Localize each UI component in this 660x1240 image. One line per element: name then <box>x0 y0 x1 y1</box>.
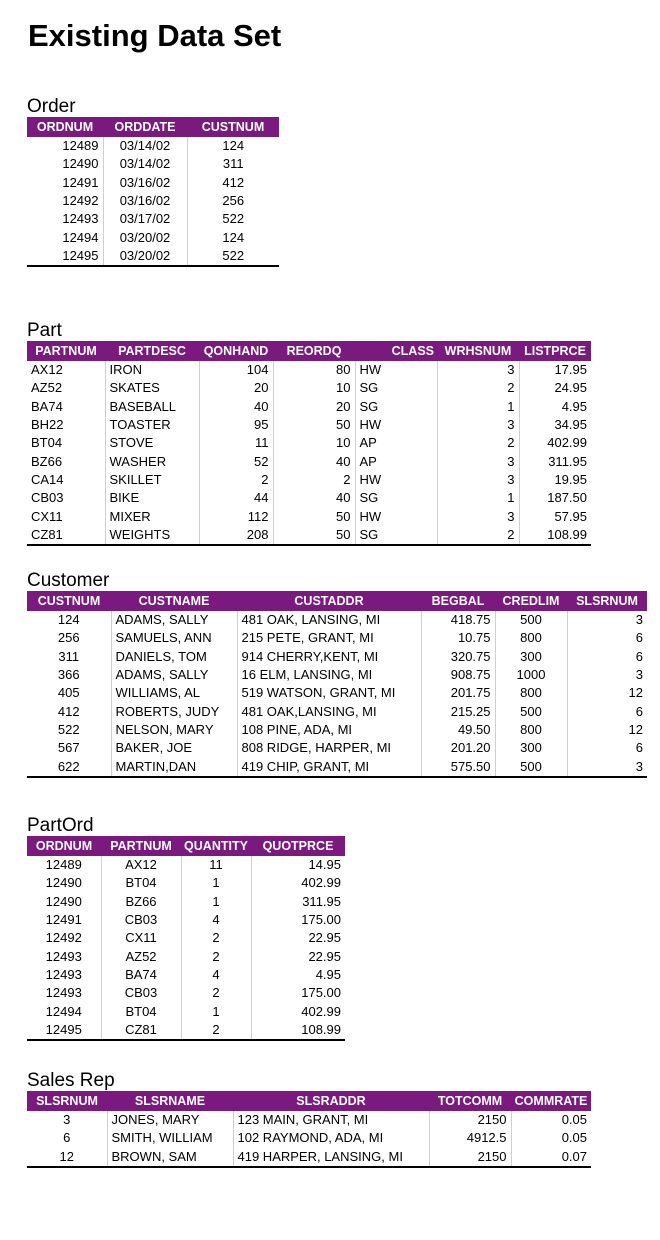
order-cell: 522 <box>187 247 279 266</box>
part-column-header: REORDQ <box>273 341 355 361</box>
customer-cell: 481 OAK, LANSING, MI <box>237 611 421 629</box>
customer-cell: 366 <box>57 667 80 683</box>
order-cell: 522 <box>187 210 279 228</box>
partord-cell: 402.99 <box>251 1002 345 1020</box>
partord-cell: BA74 <box>101 966 181 984</box>
partord-cell: 1 <box>181 874 251 892</box>
order-cell: 12494 <box>62 229 99 245</box>
partord-cell: 311.95 <box>251 893 345 911</box>
order-cell: 12493 <box>62 211 99 227</box>
customer-cell: 575.50 <box>421 757 495 776</box>
part-cell: 50 <box>273 526 355 545</box>
part-cell: 40 <box>199 398 273 416</box>
part-cell: 4.95 <box>519 398 591 416</box>
part-cell: 20 <box>273 398 355 416</box>
order-table-row <box>27 192 279 210</box>
part-column-header: CLASS <box>355 341 437 361</box>
salesrep-cell: 12 <box>27 1148 107 1167</box>
partord-cell: AZ52 <box>101 947 181 965</box>
customer-cell: 800 <box>495 629 567 647</box>
part-cell: SKILLET <box>105 471 199 489</box>
partord-table-row <box>27 1002 345 1020</box>
salesrep-cell: 2150 <box>429 1111 511 1129</box>
salesrep-column-header: SLSRNUM <box>27 1091 107 1111</box>
order-cell: 03/20/02 <box>103 228 187 246</box>
part-cell: 311.95 <box>519 452 591 470</box>
part-table-row <box>27 434 591 452</box>
part-cell: SG <box>355 489 437 507</box>
salesrep-cell: SMITH, WILLIAM <box>107 1129 233 1147</box>
part-cell: CZ81 <box>27 526 105 545</box>
customer-cell: 300 <box>495 648 567 666</box>
order-cell: 12495 <box>27 247 103 266</box>
salesrep-cell: 0.07 <box>511 1148 591 1167</box>
customer-cell: 16 ELM, LANSING, MI <box>237 666 421 684</box>
salesrep-table <box>27 1091 591 1168</box>
part-cell: 2 <box>437 434 519 452</box>
part-cell: 3 <box>437 471 519 489</box>
order-table-row <box>27 210 279 228</box>
order-cell: 124 <box>187 228 279 246</box>
customer-table-row <box>27 629 647 647</box>
part-cell: AZ52 <box>31 380 63 396</box>
partord-cell: 108.99 <box>251 1021 345 1040</box>
part-table-row <box>27 489 591 507</box>
order-cell: 124 <box>187 137 279 155</box>
part-cell: BA74 <box>31 398 63 414</box>
partord-table-row <box>27 929 345 947</box>
part-column-header: WRHSNUM <box>437 341 519 361</box>
part-cell: BH22 <box>31 417 64 433</box>
customer-column-header: CUSTADDR <box>237 591 421 611</box>
order-table-row <box>27 174 279 192</box>
part-cell: CA14 <box>31 471 64 487</box>
part-table-row <box>27 471 591 489</box>
salesrep-cell: 0.05 <box>511 1129 591 1147</box>
customer-cell: 914 CHERRY,KENT, MI <box>237 648 421 666</box>
order-table-row <box>27 137 279 155</box>
partord-cell: 12491 <box>45 912 82 928</box>
part-cell: 2 <box>437 379 519 397</box>
partord-table-row <box>27 911 345 929</box>
customer-cell: 419 CHIP, GRANT, MI <box>237 757 421 776</box>
part-cell: 187.50 <box>519 489 591 507</box>
part-cell: 3 <box>437 452 519 470</box>
customer-cell: 500 <box>495 702 567 720</box>
partord-cell: CZ81 <box>101 1021 181 1040</box>
customer-cell: 108 PINE, ADA, MI <box>237 721 421 739</box>
partord-cell: 4 <box>181 911 251 929</box>
customer-cell: SAMUELS, ANN <box>111 629 237 647</box>
part-cell: 112 <box>199 507 273 525</box>
page-title: Existing Data Set <box>28 18 282 53</box>
part-cell: AX12 <box>31 362 63 378</box>
customer-cell: 418.75 <box>421 611 495 629</box>
salesrep-table-row <box>27 1148 591 1167</box>
customer-cell: 201.75 <box>421 684 495 702</box>
partord-table <box>27 836 345 1041</box>
partord-cell: 12490 <box>45 893 82 909</box>
customer-table-row <box>27 702 647 720</box>
part-cell: 3 <box>437 507 519 525</box>
part-cell: HW <box>355 361 437 379</box>
customer-cell: 12 <box>567 721 647 739</box>
part-cell: 1 <box>437 398 519 416</box>
partord-table-row <box>27 856 345 874</box>
customer-cell: 908.75 <box>421 666 495 684</box>
partord-column-header: QUANTITY <box>181 836 251 856</box>
customer-cell: 808 RIDGE, HARPER, MI <box>237 739 421 757</box>
order-cell: 03/17/02 <box>103 210 187 228</box>
customer-cell: 500 <box>495 757 567 776</box>
order-cell: 03/16/02 <box>103 174 187 192</box>
part-table-row <box>27 452 591 470</box>
customer-cell: 481 OAK,LANSING, MI <box>237 702 421 720</box>
customer-cell: 522 <box>57 721 80 737</box>
order-cell: 311 <box>187 155 279 173</box>
customer-cell: 567 <box>57 740 80 756</box>
salesrep-table-row <box>27 1129 591 1147</box>
part-cell: 52 <box>199 452 273 470</box>
salesrep-header-row <box>27 1091 591 1111</box>
part-cell: STOVE <box>105 434 199 452</box>
order-cell: 03/14/02 <box>103 137 187 155</box>
part-cell: 2 <box>437 526 519 545</box>
partord-cell: 22.95 <box>251 947 345 965</box>
part-table-row <box>27 398 591 416</box>
partord-table-row <box>27 966 345 984</box>
partord-cell: 4 <box>181 966 251 984</box>
customer-cell: MARTIN,DAN <box>111 757 237 776</box>
partord-cell: 12492 <box>45 930 82 946</box>
customer-table-row <box>27 684 647 702</box>
partord-cell: 22.95 <box>251 929 345 947</box>
partord-column-header: QUOTPRCE <box>251 836 345 856</box>
partord-table-row <box>27 874 345 892</box>
order-column-header: ORDDATE <box>103 117 187 137</box>
customer-cell: 311 <box>58 648 80 664</box>
customer-cell: 405 <box>57 685 80 701</box>
part-column-header: QONHAND <box>199 341 273 361</box>
salesrep-cell: 6 <box>63 1130 71 1146</box>
customer-column-header: CREDLIM <box>495 591 567 611</box>
salesrep-column-header: TOTCOMM <box>429 1091 511 1111</box>
part-cell: MIXER <box>105 507 199 525</box>
part-cell: AP <box>355 434 437 452</box>
partord-cell: 175.00 <box>251 984 345 1002</box>
part-cell: 104 <box>199 361 273 379</box>
salesrep-cell: 123 MAIN, GRANT, MI <box>233 1111 429 1129</box>
part-header-row <box>27 341 591 361</box>
part-cell: 34.95 <box>519 416 591 434</box>
part-cell: BIKE <box>105 489 199 507</box>
partord-cell: 14.95 <box>251 856 345 874</box>
customer-cell: 3 <box>567 611 647 629</box>
part-cell: 50 <box>273 416 355 434</box>
customer-section <box>27 570 647 778</box>
order-cell: 12489 <box>62 138 99 154</box>
salesrep-column-header: SLSRNAME <box>107 1091 233 1111</box>
part-cell: TOASTER <box>105 416 199 434</box>
customer-cell: 12 <box>567 684 647 702</box>
customer-table-row <box>27 666 647 684</box>
customer-header-row <box>27 591 647 611</box>
customer-cell: 201.20 <box>421 739 495 757</box>
customer-cell: NELSON, MARY <box>111 721 237 739</box>
salesrep-section <box>27 1070 591 1168</box>
customer-cell: 215.25 <box>421 702 495 720</box>
part-cell: 108.99 <box>519 526 591 545</box>
partord-table-row <box>27 947 345 965</box>
customer-cell: 10.75 <box>421 629 495 647</box>
partord-column-header: PARTNUM <box>101 836 181 856</box>
customer-cell: 6 <box>567 739 647 757</box>
salesrep-cell: 2150 <box>429 1148 511 1167</box>
customer-cell: 519 WATSON, GRANT, MI <box>237 684 421 702</box>
customer-cell: WILLIAMS, AL <box>111 684 237 702</box>
order-cell: 412 <box>187 174 279 192</box>
part-cell: AP <box>355 452 437 470</box>
order-header-row <box>27 117 279 137</box>
part-cell: SG <box>355 526 437 545</box>
partord-cell: 12493 <box>45 948 82 964</box>
customer-cell: 1000 <box>495 666 567 684</box>
customer-cell: 256 <box>57 630 80 646</box>
part-cell: 20 <box>199 379 273 397</box>
customer-cell: 3 <box>567 666 647 684</box>
part-table <box>27 341 591 546</box>
part-cell: SG <box>355 398 437 416</box>
partord-cell: CB03 <box>101 984 181 1002</box>
customer-cell: 622 <box>27 757 111 776</box>
partord-cell: 11 <box>181 856 251 874</box>
part-cell: 208 <box>199 526 273 545</box>
part-column-header: PARTNUM <box>27 341 105 361</box>
part-cell: HW <box>355 416 437 434</box>
part-cell: SG <box>355 379 437 397</box>
order-table-row <box>27 155 279 173</box>
partord-cell: 2 <box>181 1021 251 1040</box>
customer-cell: BAKER, JOE <box>111 739 237 757</box>
part-cell: SKATES <box>105 379 199 397</box>
order-cell: 12491 <box>62 174 99 190</box>
partord-cell: BZ66 <box>101 893 181 911</box>
part-table-row <box>27 416 591 434</box>
part-cell: 57.95 <box>519 507 591 525</box>
customer-column-header: SLSRNUM <box>567 591 647 611</box>
customer-table-row <box>27 739 647 757</box>
order-cell: 12492 <box>62 193 99 209</box>
partord-cell: 12489 <box>45 857 82 873</box>
partord-cell: CX11 <box>101 929 181 947</box>
part-cell: BZ66 <box>31 453 63 469</box>
partord-table-row <box>27 1021 345 1040</box>
customer-cell: 320.75 <box>421 648 495 666</box>
order-cell: 12490 <box>62 156 99 172</box>
part-cell: IRON <box>105 361 199 379</box>
salesrep-table-row <box>27 1111 591 1129</box>
partord-header-row <box>27 836 345 856</box>
part-cell: 11 <box>199 434 273 452</box>
customer-cell: 124 <box>57 612 80 628</box>
partord-table-row <box>27 893 345 911</box>
customer-cell: 800 <box>495 684 567 702</box>
partord-cell: BT04 <box>101 1002 181 1020</box>
partord-cell: 402.99 <box>251 874 345 892</box>
order-cell: 03/14/02 <box>103 155 187 173</box>
salesrep-cell: 4912.5 <box>429 1129 511 1147</box>
salesrep-cell: BROWN, SAM <box>107 1148 233 1167</box>
customer-table-row <box>27 648 647 666</box>
customer-cell: 3 <box>567 757 647 776</box>
customer-column-header: CUSTNAME <box>111 591 237 611</box>
customer-cell: ROBERTS, JUDY <box>111 702 237 720</box>
part-column-header: PARTDESC <box>105 341 199 361</box>
order-title: Order <box>27 96 76 117</box>
part-cell: 44 <box>199 489 273 507</box>
part-section <box>27 320 591 546</box>
part-cell: HW <box>355 507 437 525</box>
salesrep-cell: 419 HARPER, LANSING, MI <box>233 1148 429 1167</box>
customer-cell: ADAMS, SALLY <box>111 666 237 684</box>
part-table-row <box>27 507 591 525</box>
order-column-header: CUSTNUM <box>187 117 279 137</box>
customer-cell: 6 <box>567 629 647 647</box>
order-table-row <box>27 228 279 246</box>
part-cell: WASHER <box>105 452 199 470</box>
partord-title: PartOrd <box>27 815 94 836</box>
part-cell: 19.95 <box>519 471 591 489</box>
salesrep-column-header: SLSRADDR <box>233 1091 429 1111</box>
part-cell: 2 <box>273 471 355 489</box>
salesrep-title: Sales Rep <box>27 1070 115 1091</box>
partord-section <box>27 815 345 1041</box>
part-table-row <box>27 361 591 379</box>
customer-cell: 300 <box>495 739 567 757</box>
part-cell: 402.99 <box>519 434 591 452</box>
part-table-row <box>27 379 591 397</box>
part-title: Part <box>27 320 62 341</box>
customer-table <box>27 591 647 778</box>
part-cell: CX11 <box>31 508 63 524</box>
partord-cell: 12494 <box>45 1003 82 1019</box>
customer-title: Customer <box>27 570 110 591</box>
part-cell: BT04 <box>31 435 63 451</box>
part-cell: 40 <box>273 489 355 507</box>
part-cell: 2 <box>199 471 273 489</box>
partord-cell: 2 <box>181 929 251 947</box>
order-cell: 256 <box>187 192 279 210</box>
order-table-row <box>27 247 279 266</box>
partord-cell: 2 <box>181 984 251 1002</box>
part-cell: 3 <box>437 416 519 434</box>
order-cell: 03/16/02 <box>103 192 187 210</box>
customer-cell: 412 <box>57 703 80 719</box>
part-cell: 10 <box>273 434 355 452</box>
customer-cell: 500 <box>495 611 567 629</box>
partord-cell: 1 <box>181 893 251 911</box>
part-cell: 95 <box>199 416 273 434</box>
partord-cell: AX12 <box>101 856 181 874</box>
partord-column-header: ORDNUM <box>27 836 101 856</box>
part-cell: BASEBALL <box>105 398 199 416</box>
part-table-row <box>27 526 591 545</box>
order-column-header: ORDNUM <box>27 117 103 137</box>
part-cell: WEIGHTS <box>105 526 199 545</box>
partord-cell: CB03 <box>101 911 181 929</box>
part-cell: CB03 <box>31 490 64 506</box>
part-column-header: LISTPRCE <box>519 341 591 361</box>
partord-cell: 1 <box>181 1002 251 1020</box>
customer-cell: DANIELS, TOM <box>111 648 237 666</box>
part-cell: 24.95 <box>519 379 591 397</box>
order-cell: 03/20/02 <box>103 247 187 266</box>
customer-table-row <box>27 757 647 776</box>
part-cell: 50 <box>273 507 355 525</box>
partord-cell: 2 <box>181 947 251 965</box>
customer-table-row <box>27 611 647 629</box>
partord-cell: 12493 <box>45 985 82 1001</box>
part-cell: 17.95 <box>519 361 591 379</box>
salesrep-cell: 102 RAYMOND, ADA, MI <box>233 1129 429 1147</box>
partord-cell: 4.95 <box>251 966 345 984</box>
salesrep-cell: 0.05 <box>511 1111 591 1129</box>
customer-cell: 49.50 <box>421 721 495 739</box>
partord-cell: 12493 <box>45 966 82 982</box>
part-cell: 1 <box>437 489 519 507</box>
partord-cell: 12495 <box>27 1021 101 1040</box>
customer-cell: 800 <box>495 721 567 739</box>
part-cell: 3 <box>437 361 519 379</box>
order-table <box>27 117 279 267</box>
customer-cell: 6 <box>567 702 647 720</box>
part-cell: HW <box>355 471 437 489</box>
salesrep-cell: 3 <box>63 1112 71 1128</box>
order-section <box>27 96 279 267</box>
partord-cell: BT04 <box>101 874 181 892</box>
customer-cell: 215 PETE, GRANT, MI <box>237 629 421 647</box>
customer-column-header: BEGBAL <box>421 591 495 611</box>
part-cell: 40 <box>273 452 355 470</box>
partord-cell: 12490 <box>45 875 82 891</box>
customer-cell: 6 <box>567 648 647 666</box>
customer-cell: ADAMS, SALLY <box>111 611 237 629</box>
salesrep-cell: JONES, MARY <box>107 1111 233 1129</box>
customer-column-header: CUSTNUM <box>27 591 111 611</box>
part-cell: 10 <box>273 379 355 397</box>
partord-table-row <box>27 984 345 1002</box>
part-cell: 80 <box>273 361 355 379</box>
partord-cell: 175.00 <box>251 911 345 929</box>
salesrep-column-header: COMMRATE <box>511 1091 591 1111</box>
customer-table-row <box>27 721 647 739</box>
